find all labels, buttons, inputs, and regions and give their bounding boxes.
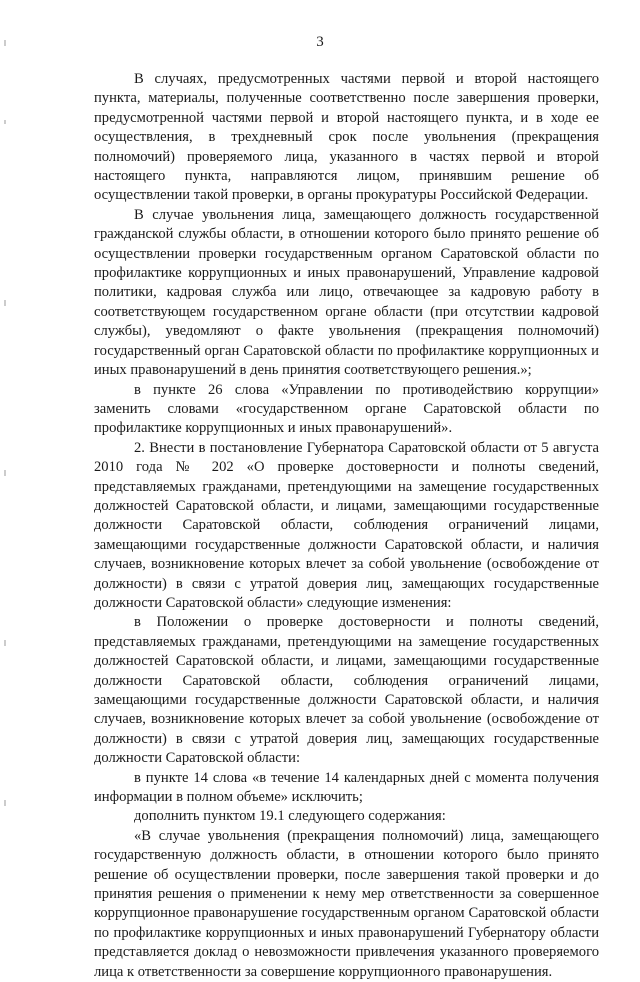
scan-margin-marks <box>3 0 9 905</box>
paragraph-item-2-resolution-202: 2. Внести в постановление Губернатора Саратовской области от 5 августа 2010 года № 202 «О проверке достоверности и полноты сведений, представляемых гражданами, претендующими на замещение государственных должностей Саратовской области, и лицами, замещающими государственные должности Саратовской области, соблюдения ограничений лицами, замещающими государственные должности Саратовской области, и наличия случаев, возникновение которых влечет за собой увольнение (освобождение от должности) в связи с утратой доверия лиц, замещающих государственные должности Саратовской области» следующие изменения: <box>94 439 599 611</box>
paragraph-materials-to-prosecutor: В случаях, предусмотренных частями первой и второй настоящего пункта, материалы, полученные соответственно после завершения проверки, предусмотренной частями первой и второй настоящего пункта, и в ходе ее осуществления, в трехдневный срок после увольнения (прекращения полномочий) проверяемого лица, указанного в частях первой и второй настоящего пункта, направляются лицом, принявшим решение об осуществлении такой проверки, в органы прокуратуры Российской Федерации. <box>94 71 599 204</box>
paragraph-dismissal-notification: В случае увольнения лица, замещающего должность государственной гражданской службы области, в отношении которого было принято решение об осуществлении проверки государственным органом Саратовской области по профилактике коррупционных и иных правонарушений, Управление кадровой политики, кадровая служба или лицо, отвечающее за кадровую работу в соответствующем государственном органе области (при отсутствии кадровой службы), уведомляют о факте увольнения (прекращения полномочий) государственный орган Саратовской области по профилактике коррупционных и иных правонарушений в день принятия соответствующего решения.»; <box>94 206 599 379</box>
page-number: 3 <box>316 34 324 50</box>
paragraph-item-14-amendment: в пункте 14 слова «в течение 14 календарных дней с момента получения информации в полном объеме» исключить; <box>94 769 599 806</box>
paragraph-add-item-19-1: дополнить пунктом 19.1 следующего содержания: <box>134 808 446 825</box>
paragraph-item-26-amendment: в пункте 26 слова «Управлении по противодействию коррупции» заменить словами «государственном органе Саратовской области по профилактике коррупционных и иных правонарушений». <box>94 381 599 437</box>
paragraph-regulation-changes: в Положении о проверке достоверности и полноты сведений, представляемых гражданами, претендующими на замещение государственных должностей Саратовской области, и лицами, замещающими государственные должности Саратовской области, соблюдения ограничений лицами, замещающими государственные должности Саратовской области, и наличия случаев, возникновение которых влечет за собой увольнение (освобождение от должности) в связи с утратой доверия лиц, замещающих государственные должности Саратовской области: <box>94 614 599 767</box>
paragraph-item-19-1-text: «В случае увольнения (прекращения полномочий) лица, замещающего государственную должность области, в отношении которого было принято решение об осуществлении проверки, после завершения такой проверки и до принятия решения о применении к нему мер ответственности за совершенное коррупционное правонарушение государственным органом Саратовской области по профилактике коррупционных и иных правонарушений Губернатору области представляется доклад о невозможности привлечения указанного проверяемого лица к ответственности за совершение коррупционного правонарушения. <box>94 827 599 980</box>
document-body <box>94 70 599 982</box>
